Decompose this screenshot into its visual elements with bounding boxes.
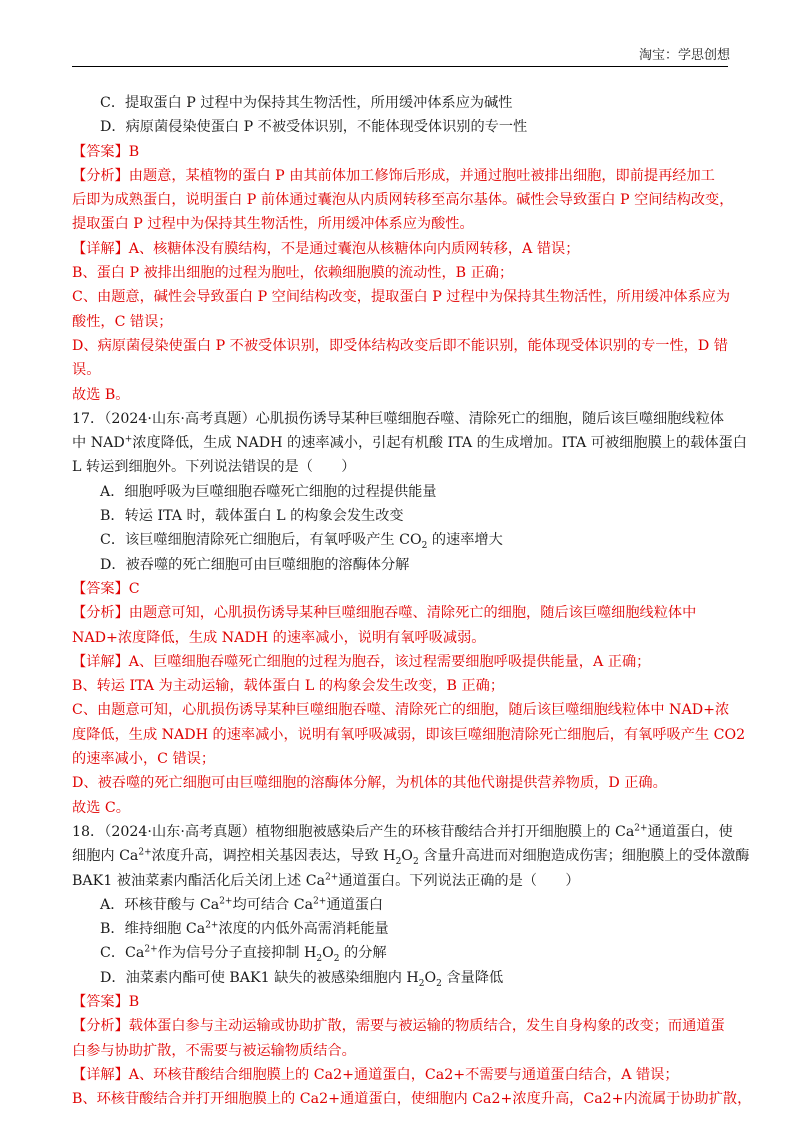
text-line: B、转运 ITA 为主动运输，载体蛋白 L 的构象会发生改变，B 正确； <box>72 678 505 695</box>
text-line: C、由题意可知，心肌损伤诱导某种巨噬细胞吞噬、清除死亡的细胞，随后该巨噬细胞线粒体中 NAD+浓 <box>72 702 730 719</box>
text-line: C、由题意，碱性会导致蛋白 P 空间结构改变，提取蛋白 P 过程中为保持其生物活性，所用缓冲体系应为 <box>72 289 731 306</box>
text-line: 【分析】载体蛋白参与主动运输或协助扩散，需要与被运输的物质结合，发生自身构象的改变；而通道蛋 <box>72 1018 725 1035</box>
text-line: 17．（2024·山东·高考真题）心肌损伤诱导某种巨噬细胞吞噬、清除死亡的细胞，随后该巨噬细胞线粒体 <box>72 410 724 427</box>
text-line: 【详解】A、环核苷酸结合细胞膜上的 Ca2+通道蛋白，Ca2+不需要与通道蛋白结合，A 错误； <box>72 1066 679 1083</box>
option-line: D．油菜素内酯可使 BAK1 缺失的被感染细胞内 $H_2O_2$ 含量降低 <box>100 969 504 989</box>
option-line: C．$Ca^{2+}$作为信号分子直接抑制 $H_2O_2$ 的分解 <box>100 944 387 965</box>
option-line: C．该巨噬细胞清除死亡细胞后，有氧呼吸产生 $CO_2$ 的速率增大 <box>100 532 503 552</box>
text-line: 中 NAD+浓度降低，生成 NADH 的速率减小，引起有机酸 ITA 的生成增加。ITA 可被细胞膜上的载体蛋白 <box>72 434 747 452</box>
text-line: D、被吞噬的死亡细胞可由巨噬细胞的溶酶体分解，为机体的其他代谢提供营养物质，D 正确。 <box>72 775 667 792</box>
text-line: 后即为成熟蛋白，说明蛋白 P 前体通过囊泡从内质网转移至高尔基体。碱性会导致蛋白 P 空间结构改变， <box>72 192 734 209</box>
text-line: BAK1 被油菜素内酯活化后关闭上述 $Ca^{2+}$通道蛋白。下列说法正确的是（ ） <box>72 871 580 889</box>
text-line: 故选 B。 <box>72 386 130 403</box>
text-line: 【详解】A、核糖体没有膜结构，不是通过囊泡从核糖体向内质网转移，A 错误； <box>72 240 580 257</box>
text-line: 【详解】A、巨噬细胞吞噬死亡细胞的过程为胞吞，该过程需要细胞呼吸提供能量，A 正确； <box>72 653 651 670</box>
text-line: 提取蛋白 P 过程中为保持其生物活性，所用缓冲体系应为酸性。 <box>72 216 474 233</box>
option-line: B．维持细胞 $Ca^{2+}$浓度的内低外高需消耗能量 <box>100 920 389 938</box>
text-line: L 转运到细胞外。下列说法错误的是（ ） <box>72 459 356 476</box>
header-divider <box>72 66 728 67</box>
text-line: B、环核苷酸结合并打开细胞膜上的 Ca2+通道蛋白，使细胞内 Ca2+浓度升高，Ca2+内流属于协助扩散， <box>72 1091 752 1108</box>
header-text: 淘宝：学思创想 <box>638 48 730 63</box>
option-line: D．被吞噬的死亡细胞可由巨噬细胞的溶酶体分解 <box>100 556 410 573</box>
text-line: 白参与协助扩散，不需要与被运输物质结合。 <box>72 1042 356 1059</box>
option-line: C．提取蛋白 P 过程中为保持其生物活性，所用缓冲体系应为碱性 <box>100 95 513 111</box>
text-line: 【分析】由题意可知，心肌损伤诱导某种巨噬细胞吞噬、清除死亡的细胞，随后该巨噬细胞线粒体中 <box>72 605 697 622</box>
text-line: D、病原菌侵染使蛋白 P 不被受体识别，即受体结构改变后即不能识别，能体现受体识别的专一性，D 错 <box>72 337 728 354</box>
option-line: A．细胞呼吸为巨噬细胞吞噬死亡细胞的过程提供能量 <box>100 483 437 500</box>
text-line: 【答案】B <box>72 143 140 160</box>
text-line: 【答案】B <box>72 993 140 1010</box>
text-line: B、蛋白 P 被排出细胞的过程为胞吐，依赖细胞膜的流动性，B 正确； <box>72 265 514 282</box>
text-line: 故选 C。 <box>72 799 130 816</box>
option-line: B．转运 ITA 时，载体蛋白 L 的构象会发生改变 <box>100 508 404 525</box>
text-line: NAD+浓度降低，生成 NADH 的速率减小，说明有氧呼吸减弱。 <box>72 629 486 646</box>
text-line: 误。 <box>72 362 101 379</box>
text-line: 酸性，C 错误； <box>72 313 173 330</box>
text-line: 细胞内 $Ca^{2+}$浓度升高，调控相关基因表达，导致 $H_2O_2$ 含量升高进而对细胞造成伤害；细胞膜上的受体激酶 <box>72 847 750 868</box>
option-line: D．病原菌侵染使蛋白 P 不被受体识别，不能体现受体识别的专一性 <box>100 119 528 136</box>
text-line: 的速率减小，C 错误； <box>72 751 216 768</box>
text-line: 度降低，生成 NADH 的速率减小，说明有氧呼吸减弱，即该巨噬细胞清除死亡细胞后，有氧呼吸产生 CO2 <box>72 726 746 743</box>
document-body <box>72 91 752 1111</box>
text-line: 18．（2024·山东·高考真题）植物细胞被感染后产生的环核苷酸结合并打开细胞膜上的 $Ca^{2+}$通道蛋白，使 <box>72 823 733 840</box>
option-line: A．环核苷酸与 $Ca^{2+}$均可结合 $Ca^{2+}$通道蛋白 <box>100 896 384 913</box>
text-line: 【答案】C <box>72 580 140 597</box>
text-line: 【分析】由题意，某植物的蛋白 P 由其前体加工修饰后形成，并通过胞吐被排出细胞，即前提再经加工 <box>72 167 715 184</box>
